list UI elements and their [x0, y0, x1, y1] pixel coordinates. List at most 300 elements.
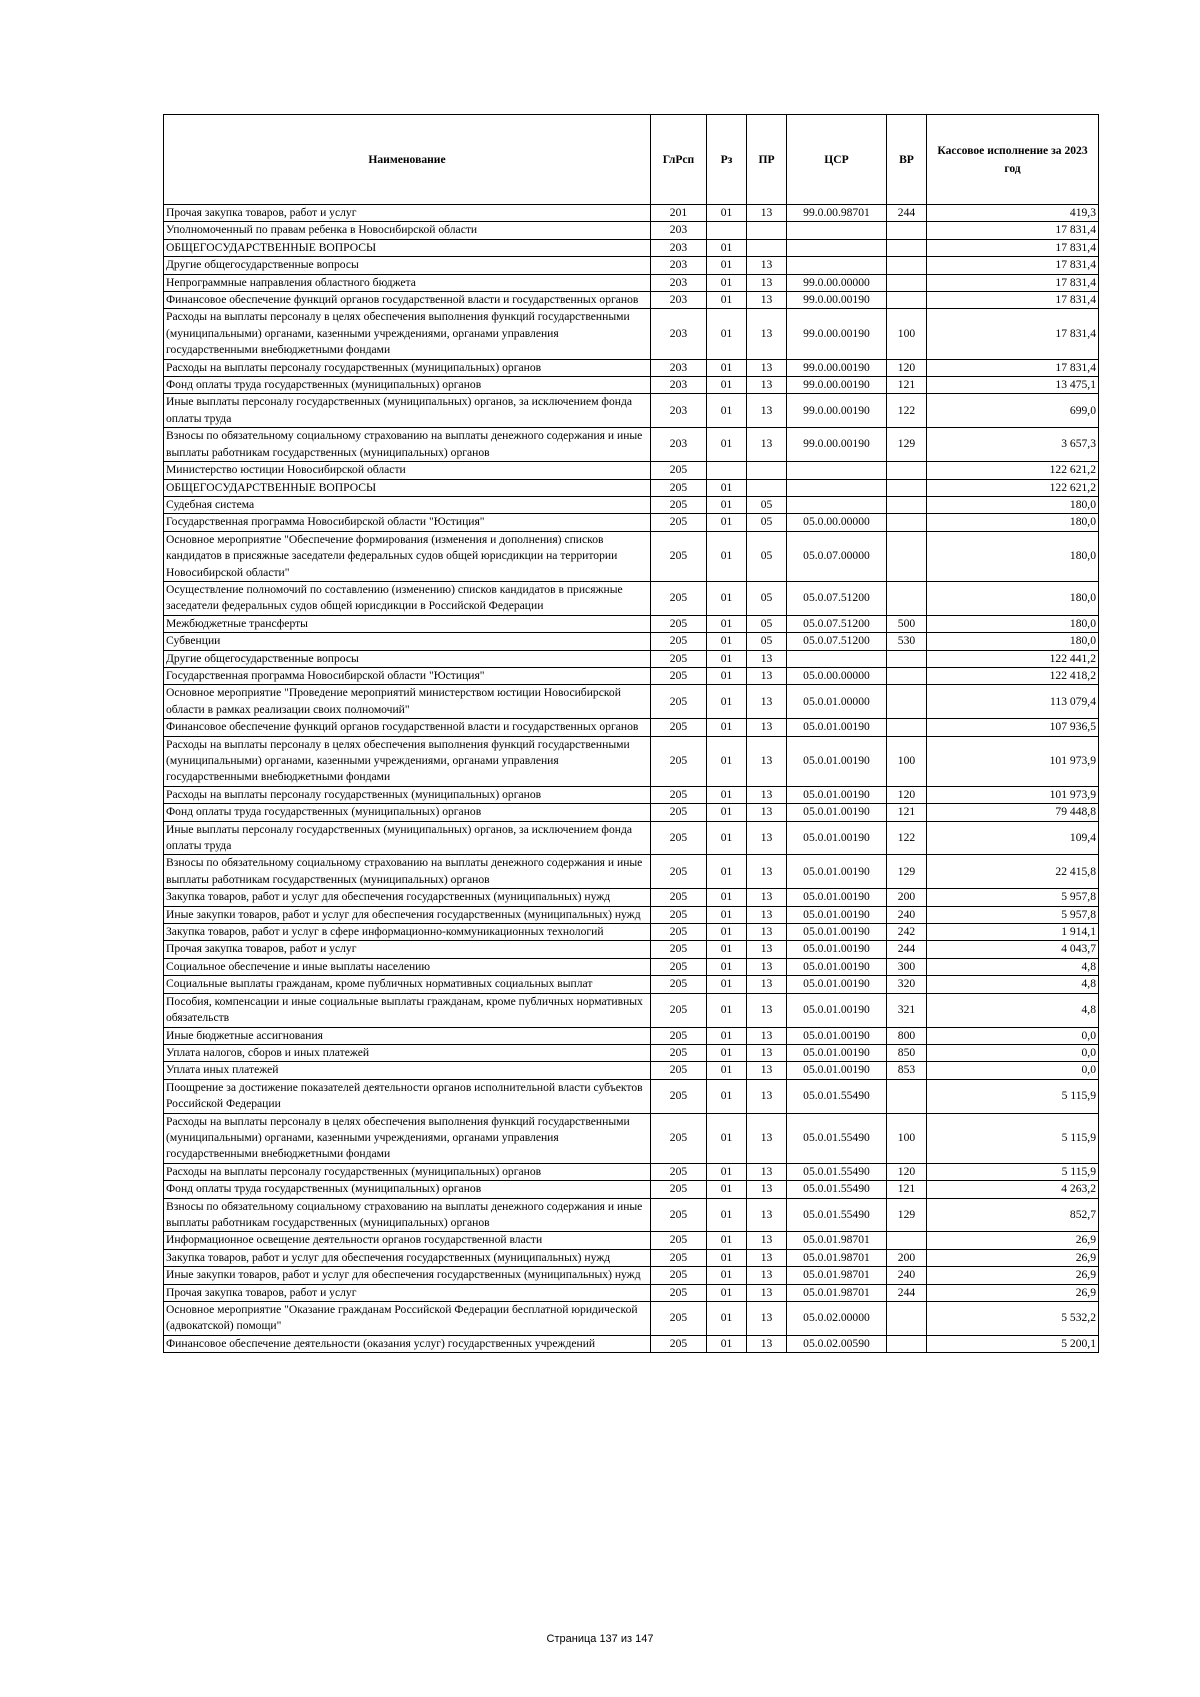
cell-vr: 100: [887, 1113, 927, 1163]
cell-vr: [887, 257, 927, 274]
cell-amount: 180,0: [927, 514, 1099, 531]
cell-amount: 5 115,9: [927, 1079, 1099, 1113]
cell-glrsp: 203: [651, 359, 707, 376]
cell-csr: 05.0.01.98701: [787, 1284, 887, 1301]
cell-rz: 01: [707, 1249, 747, 1266]
cell-csr: 05.0.00.00000: [787, 667, 887, 684]
cell-pr: 13: [747, 667, 787, 684]
cell-pr: 13: [747, 1302, 787, 1336]
table-row: [164, 736, 1099, 786]
table-row: [164, 993, 1099, 1027]
cell-csr: 05.0.01.00190: [787, 855, 887, 889]
cell-pr: 13: [747, 685, 787, 719]
cell-glrsp: 205: [651, 685, 707, 719]
cell-csr: 99.0.00.00190: [787, 377, 887, 394]
table-row: [164, 1198, 1099, 1232]
table-row: [164, 462, 1099, 479]
column-header-pr: ПР: [747, 115, 787, 205]
column-header-csr: ЦСР: [787, 115, 887, 205]
cell-amount: 0,0: [927, 1027, 1099, 1044]
cell-name: Иные закупки товаров, работ и услуг для обеспечения государственных (муниципальных) нужд: [164, 1267, 651, 1284]
cell-csr: [787, 222, 887, 239]
cell-glrsp: 205: [651, 976, 707, 993]
cell-pr: 13: [747, 1267, 787, 1284]
cell-name: Закупка товаров, работ и услуг для обеспечения государственных (муниципальных) нужд: [164, 1249, 651, 1266]
cell-name: Уплата иных платежей: [164, 1062, 651, 1079]
cell-rz: 01: [707, 1027, 747, 1044]
cell-glrsp: 205: [651, 804, 707, 821]
cell-glrsp: 205: [651, 514, 707, 531]
cell-amount: 180,0: [927, 581, 1099, 615]
cell-glrsp: 203: [651, 274, 707, 291]
cell-name: Иные бюджетные ассигнования: [164, 1027, 651, 1044]
cell-rz: 01: [707, 889, 747, 906]
cell-csr: 99.0.00.00190: [787, 428, 887, 462]
cell-glrsp: 205: [651, 1335, 707, 1352]
cell-vr: 240: [887, 906, 927, 923]
cell-name: Прочая закупка товаров, работ и услуг: [164, 941, 651, 958]
cell-glrsp: 205: [651, 719, 707, 736]
cell-csr: 05.0.01.55490: [787, 1198, 887, 1232]
page-footer: [0, 1633, 1200, 1645]
table-row: [164, 1249, 1099, 1266]
cell-csr: 05.0.07.00000: [787, 531, 887, 581]
cell-pr: 05: [747, 514, 787, 531]
cell-name: Закупка товаров, работ и услуг в сфере информационно-коммуникационных технологий: [164, 924, 651, 941]
cell-glrsp: 203: [651, 309, 707, 359]
cell-amount: 79 448,8: [927, 804, 1099, 821]
cell-name: Осуществление полномочий по составлению (изменению) списков кандидатов в присяжные заседатели федеральных судов общей юрисдикции в Российской Федерации: [164, 581, 651, 615]
cell-pr: 13: [747, 1079, 787, 1113]
cell-name: Министерство юстиции Новосибирской области: [164, 462, 651, 479]
cell-csr: 99.0.00.00190: [787, 359, 887, 376]
cell-vr: 200: [887, 889, 927, 906]
cell-rz: 01: [707, 736, 747, 786]
cell-pr: 13: [747, 1044, 787, 1061]
table-row: [164, 1335, 1099, 1352]
cell-glrsp: 205: [651, 958, 707, 975]
cell-vr: 853: [887, 1062, 927, 1079]
cell-glrsp: 203: [651, 239, 707, 256]
cell-glrsp: 205: [651, 993, 707, 1027]
cell-glrsp: 205: [651, 736, 707, 786]
cell-name: Закупка товаров, работ и услуг для обеспечения государственных (муниципальных) нужд: [164, 889, 651, 906]
cell-rz: 01: [707, 1163, 747, 1180]
cell-vr: 300: [887, 958, 927, 975]
cell-csr: 05.0.01.00190: [787, 958, 887, 975]
table-row: [164, 633, 1099, 650]
cell-amount: 4 043,7: [927, 941, 1099, 958]
cell-name: Судебная система: [164, 496, 651, 513]
cell-pr: 13: [747, 394, 787, 428]
cell-amount: 122 621,2: [927, 462, 1099, 479]
cell-vr: [887, 1079, 927, 1113]
table-row: [164, 976, 1099, 993]
cell-glrsp: 205: [651, 1062, 707, 1079]
table-row: [164, 1113, 1099, 1163]
cell-glrsp: 203: [651, 394, 707, 428]
cell-name: Государственная программа Новосибирской области "Юстиция": [164, 514, 651, 531]
cell-name: Субвенции: [164, 633, 651, 650]
cell-pr: 13: [747, 1062, 787, 1079]
cell-amount: 5 115,9: [927, 1113, 1099, 1163]
cell-csr: 99.0.00.00190: [787, 292, 887, 309]
cell-amount: 180,0: [927, 496, 1099, 513]
cell-name: Основное мероприятие "Оказание гражданам Российской Федерации бесплатной юридической (адвокатской) помощи": [164, 1302, 651, 1336]
cell-glrsp: 205: [651, 615, 707, 632]
cell-csr: 05.0.02.00590: [787, 1335, 887, 1352]
cell-amount: 5 957,8: [927, 889, 1099, 906]
cell-csr: 05.0.01.55490: [787, 1079, 887, 1113]
cell-rz: 01: [707, 1113, 747, 1163]
cell-csr: 99.0.00.98701: [787, 205, 887, 222]
budget-table: [163, 114, 1099, 1353]
cell-glrsp: 205: [651, 1232, 707, 1249]
cell-rz: 01: [707, 615, 747, 632]
cell-name: Расходы на выплаты персоналу государственных (муниципальных) органов: [164, 359, 651, 376]
cell-vr: 530: [887, 633, 927, 650]
cell-vr: 129: [887, 1198, 927, 1232]
cell-name: Расходы на выплаты персоналу в целях обеспечения выполнения функций государственными (муниципальными) органами, казенными учреждениями, органами управления государственными внебюджетными фондами: [164, 309, 651, 359]
column-header-glrsp: ГлРсп: [651, 115, 707, 205]
cell-amount: 852,7: [927, 1198, 1099, 1232]
cell-name: Прочая закупка товаров, работ и услуг: [164, 205, 651, 222]
table-row: [164, 615, 1099, 632]
cell-vr: 800: [887, 1027, 927, 1044]
cell-pr: 13: [747, 719, 787, 736]
cell-pr: 13: [747, 855, 787, 889]
cell-glrsp: 205: [651, 496, 707, 513]
cell-amount: 109,4: [927, 821, 1099, 855]
table-row: [164, 804, 1099, 821]
cell-amount: 17 831,4: [927, 359, 1099, 376]
cell-rz: 01: [707, 239, 747, 256]
page-number-label: Страница 137 из 147: [546, 1633, 654, 1645]
cell-rz: 01: [707, 359, 747, 376]
cell-rz: 01: [707, 958, 747, 975]
cell-pr: 13: [747, 292, 787, 309]
table-body: [164, 205, 1099, 1353]
cell-name: Расходы на выплаты персоналу государственных (муниципальных) органов: [164, 786, 651, 803]
cell-rz: 01: [707, 531, 747, 581]
cell-vr: 244: [887, 205, 927, 222]
cell-rz: 01: [707, 1267, 747, 1284]
cell-name: Уплата налогов, сборов и иных платежей: [164, 1044, 651, 1061]
cell-csr: 05.0.01.00190: [787, 976, 887, 993]
table-row: [164, 855, 1099, 889]
cell-amount: 4 263,2: [927, 1181, 1099, 1198]
cell-amount: 26,9: [927, 1232, 1099, 1249]
cell-amount: 4,8: [927, 976, 1099, 993]
cell-glrsp: 205: [651, 906, 707, 923]
cell-vr: [887, 479, 927, 496]
cell-csr: 99.0.00.00190: [787, 394, 887, 428]
cell-vr: 244: [887, 1284, 927, 1301]
cell-glrsp: 205: [651, 1284, 707, 1301]
cell-glrsp: 205: [651, 855, 707, 889]
table-row: [164, 309, 1099, 359]
cell-amount: 5 957,8: [927, 906, 1099, 923]
cell-csr: 05.0.01.98701: [787, 1249, 887, 1266]
cell-csr: 99.0.00.00190: [787, 309, 887, 359]
cell-vr: 500: [887, 615, 927, 632]
cell-pr: 13: [747, 1113, 787, 1163]
table-row: [164, 786, 1099, 803]
cell-amount: 180,0: [927, 633, 1099, 650]
cell-pr: 13: [747, 1232, 787, 1249]
cell-glrsp: 201: [651, 205, 707, 222]
cell-amount: 699,0: [927, 394, 1099, 428]
cell-csr: 05.0.01.00190: [787, 821, 887, 855]
cell-vr: 320: [887, 976, 927, 993]
cell-glrsp: 203: [651, 257, 707, 274]
cell-vr: [887, 685, 927, 719]
cell-name: Иные выплаты персоналу государственных (муниципальных) органов, за исключением фонда оплаты труда: [164, 821, 651, 855]
table-row: [164, 479, 1099, 496]
cell-glrsp: 205: [651, 1302, 707, 1336]
cell-glrsp: 205: [651, 941, 707, 958]
cell-pr: 13: [747, 377, 787, 394]
cell-glrsp: 205: [651, 1079, 707, 1113]
cell-name: Иные выплаты персоналу государственных (муниципальных) органов, за исключением фонда оплаты труда: [164, 394, 651, 428]
cell-csr: [787, 257, 887, 274]
cell-csr: 05.0.01.55490: [787, 1113, 887, 1163]
cell-amount: 17 831,4: [927, 239, 1099, 256]
cell-amount: 122 418,2: [927, 667, 1099, 684]
cell-amount: 17 831,4: [927, 222, 1099, 239]
table-row: [164, 667, 1099, 684]
cell-amount: 1 914,1: [927, 924, 1099, 941]
cell-amount: 17 831,4: [927, 274, 1099, 291]
cell-pr: 13: [747, 906, 787, 923]
table-row: [164, 257, 1099, 274]
budget-sheet: [163, 114, 1098, 1353]
table-header-row: [164, 115, 1099, 205]
cell-pr: [747, 239, 787, 256]
cell-amount: 17 831,4: [927, 309, 1099, 359]
cell-vr: [887, 496, 927, 513]
column-header-amount: Кассовое исполнение за 2023 год: [927, 115, 1099, 205]
cell-name: Другие общегосударственные вопросы: [164, 257, 651, 274]
cell-csr: 05.0.01.00190: [787, 1027, 887, 1044]
cell-rz: 01: [707, 428, 747, 462]
cell-csr: 05.0.01.00190: [787, 719, 887, 736]
cell-name: Расходы на выплаты персоналу в целях обеспечения выполнения функций государственными (муниципальными) органами, казенными учреждениями, органами управления государственными внебюджетными фондами: [164, 736, 651, 786]
cell-glrsp: 205: [651, 1113, 707, 1163]
cell-vr: 850: [887, 1044, 927, 1061]
cell-name: Фонд оплаты труда государственных (муниципальных) органов: [164, 377, 651, 394]
cell-name: Прочая закупка товаров, работ и услуг: [164, 1284, 651, 1301]
cell-name: Уполномоченный по правам ребенка в Новосибирской области: [164, 222, 651, 239]
cell-csr: 05.0.01.55490: [787, 1181, 887, 1198]
cell-rz: 01: [707, 205, 747, 222]
cell-pr: 13: [747, 1249, 787, 1266]
cell-rz: 01: [707, 274, 747, 291]
table-row: [164, 685, 1099, 719]
cell-vr: [887, 719, 927, 736]
table-row: [164, 531, 1099, 581]
cell-amount: 419,3: [927, 205, 1099, 222]
cell-csr: [787, 650, 887, 667]
table-row: [164, 958, 1099, 975]
column-header-rz: Рз: [707, 115, 747, 205]
cell-glrsp: 205: [651, 531, 707, 581]
cell-rz: 01: [707, 1079, 747, 1113]
cell-name: Основное мероприятие "Обеспечение формирования (изменения и дополнения) списков кандидатов в присяжные заседатели федеральных судов общей юрисдикции на территории Новосибирской области": [164, 531, 651, 581]
cell-pr: 13: [747, 958, 787, 975]
cell-pr: 13: [747, 1335, 787, 1352]
cell-vr: [887, 462, 927, 479]
cell-vr: 121: [887, 377, 927, 394]
cell-rz: 01: [707, 719, 747, 736]
table-row: [164, 1062, 1099, 1079]
cell-glrsp: 205: [651, 889, 707, 906]
cell-amount: 17 831,4: [927, 257, 1099, 274]
cell-csr: 05.0.01.00190: [787, 924, 887, 941]
cell-amount: 0,0: [927, 1044, 1099, 1061]
cell-vr: 120: [887, 359, 927, 376]
cell-csr: 05.0.01.00000: [787, 685, 887, 719]
cell-amount: 5 200,1: [927, 1335, 1099, 1352]
cell-vr: 100: [887, 309, 927, 359]
cell-csr: 05.0.00.00000: [787, 514, 887, 531]
cell-pr: 13: [747, 889, 787, 906]
cell-glrsp: 203: [651, 292, 707, 309]
table-row: [164, 1044, 1099, 1061]
cell-vr: [887, 531, 927, 581]
cell-rz: 01: [707, 976, 747, 993]
cell-rz: 01: [707, 309, 747, 359]
cell-pr: [747, 222, 787, 239]
cell-pr: 13: [747, 205, 787, 222]
table-row: [164, 274, 1099, 291]
table-row: [164, 222, 1099, 239]
cell-rz: 01: [707, 394, 747, 428]
cell-name: Фонд оплаты труда государственных (муниципальных) органов: [164, 804, 651, 821]
cell-rz: 01: [707, 906, 747, 923]
cell-rz: 01: [707, 633, 747, 650]
cell-glrsp: 205: [651, 650, 707, 667]
cell-amount: 3 657,3: [927, 428, 1099, 462]
cell-glrsp: 203: [651, 377, 707, 394]
cell-amount: 122 621,2: [927, 479, 1099, 496]
cell-pr: 13: [747, 804, 787, 821]
cell-rz: 01: [707, 924, 747, 941]
table-row: [164, 1267, 1099, 1284]
cell-rz: [707, 462, 747, 479]
cell-csr: 99.0.00.00000: [787, 274, 887, 291]
cell-vr: 121: [887, 804, 927, 821]
table-row: [164, 292, 1099, 309]
cell-pr: [747, 479, 787, 496]
cell-rz: 01: [707, 804, 747, 821]
table-row: [164, 1163, 1099, 1180]
cell-pr: 13: [747, 924, 787, 941]
cell-amount: 26,9: [927, 1249, 1099, 1266]
cell-rz: 01: [707, 581, 747, 615]
column-header-vr: ВР: [887, 115, 927, 205]
cell-rz: 01: [707, 1044, 747, 1061]
cell-name: Государственная программа Новосибирской области "Юстиция": [164, 667, 651, 684]
table-row: [164, 239, 1099, 256]
cell-name: Фонд оплаты труда государственных (муниципальных) органов: [164, 1181, 651, 1198]
cell-csr: 05.0.01.00190: [787, 993, 887, 1027]
cell-pr: 13: [747, 359, 787, 376]
cell-vr: [887, 274, 927, 291]
cell-rz: 01: [707, 257, 747, 274]
cell-glrsp: 205: [651, 667, 707, 684]
cell-name: ОБЩЕГОСУДАРСТВЕННЫЕ ВОПРОСЫ: [164, 239, 651, 256]
cell-pr: 05: [747, 531, 787, 581]
table-row: [164, 650, 1099, 667]
cell-pr: 13: [747, 821, 787, 855]
table-row: [164, 394, 1099, 428]
cell-vr: 129: [887, 428, 927, 462]
table-row: [164, 1232, 1099, 1249]
cell-vr: 121: [887, 1181, 927, 1198]
table-row: [164, 377, 1099, 394]
cell-rz: 01: [707, 479, 747, 496]
cell-name: Пособия, компенсации и иные социальные выплаты гражданам, кроме публичных нормативных обязательств: [164, 993, 651, 1027]
table-row: [164, 359, 1099, 376]
cell-rz: 01: [707, 514, 747, 531]
cell-pr: 13: [747, 1027, 787, 1044]
cell-glrsp: 203: [651, 428, 707, 462]
cell-pr: 05: [747, 581, 787, 615]
cell-name: Другие общегосударственные вопросы: [164, 650, 651, 667]
cell-rz: 01: [707, 941, 747, 958]
cell-amount: 101 973,9: [927, 786, 1099, 803]
table-row: [164, 514, 1099, 531]
cell-vr: 100: [887, 736, 927, 786]
cell-vr: 120: [887, 786, 927, 803]
cell-amount: 5 115,9: [927, 1163, 1099, 1180]
cell-rz: 01: [707, 496, 747, 513]
cell-amount: 26,9: [927, 1267, 1099, 1284]
cell-csr: 05.0.01.98701: [787, 1232, 887, 1249]
cell-rz: 01: [707, 292, 747, 309]
cell-amount: 26,9: [927, 1284, 1099, 1301]
cell-glrsp: 205: [651, 1267, 707, 1284]
cell-glrsp: 205: [651, 924, 707, 941]
cell-rz: 01: [707, 855, 747, 889]
table-row: [164, 924, 1099, 941]
cell-csr: 05.0.01.00190: [787, 889, 887, 906]
cell-csr: 05.0.01.00190: [787, 906, 887, 923]
cell-csr: [787, 496, 887, 513]
cell-rz: 01: [707, 821, 747, 855]
cell-vr: 122: [887, 394, 927, 428]
cell-amount: 101 973,9: [927, 736, 1099, 786]
cell-amount: 113 079,4: [927, 685, 1099, 719]
cell-name: Взносы по обязательному социальному страхованию на выплаты денежного содержания и иные выплаты работникам государственных (муниципальных) органов: [164, 855, 651, 889]
table-row: [164, 821, 1099, 855]
table-row: [164, 581, 1099, 615]
cell-vr: 321: [887, 993, 927, 1027]
cell-name: Социальное обеспечение и иные выплаты населению: [164, 958, 651, 975]
cell-pr: 13: [747, 1163, 787, 1180]
cell-glrsp: 205: [651, 786, 707, 803]
cell-csr: [787, 239, 887, 256]
cell-name: Иные закупки товаров, работ и услуг для обеспечения государственных (муниципальных) нужд: [164, 906, 651, 923]
cell-name: Финансовое обеспечение функций органов государственной власти и государственных органов: [164, 292, 651, 309]
cell-vr: [887, 1302, 927, 1336]
cell-name: Расходы на выплаты персоналу в целях обеспечения выполнения функций государственными (муниципальными) органами, казенными учреждениями, органами управления государственными внебюджетными фондами: [164, 1113, 651, 1163]
cell-glrsp: 205: [651, 1027, 707, 1044]
cell-vr: 129: [887, 855, 927, 889]
cell-amount: 13 475,1: [927, 377, 1099, 394]
cell-name: Финансовое обеспечение функций органов государственной власти и государственных органов: [164, 719, 651, 736]
